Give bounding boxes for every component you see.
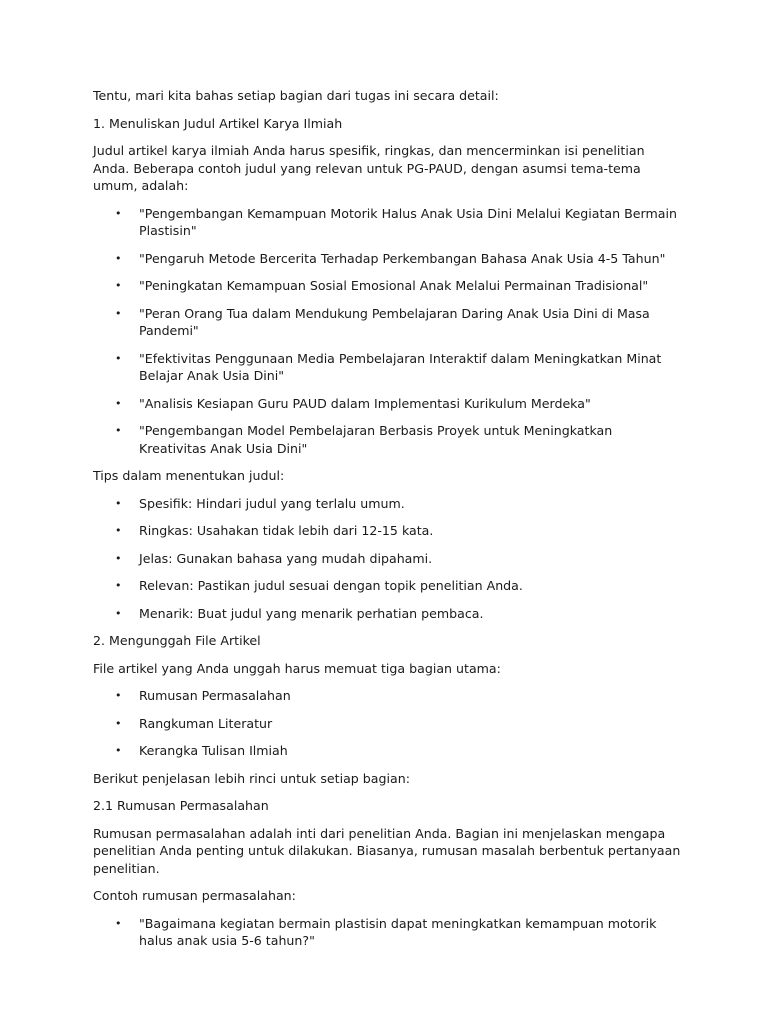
bullet-icon: • <box>115 579 122 592</box>
bullet-icon: • <box>115 424 122 437</box>
subsection-2-1-heading: 2.1 Rumusan Permasalahan <box>93 798 269 813</box>
tips-list <box>93 495 683 623</box>
problem-example-heading: Contoh rumusan permasalahan: <box>93 888 296 903</box>
list-item-text: Kerangka Tulisan Ilmiah <box>139 743 288 758</box>
list-item-text: Menarik: Buat judul yang menarik perhatian pembaca. <box>139 605 484 621</box>
bullet-icon: • <box>115 744 122 757</box>
list-item <box>93 205 683 240</box>
list-item <box>93 522 683 540</box>
list-item-text: "Peran Orang Tua dalam Mendukung Pembelajaran Daring Anak Usia Dini di Masa Pandemi" <box>139 305 650 338</box>
list-item <box>93 577 683 595</box>
bullet-icon: • <box>115 716 122 730</box>
list-item <box>93 422 683 457</box>
list-item-text: "Efektivitas Penggunaan Media Pembelajaran Interaktif dalam Meningkatkan Minat Belajar Anak Usia Dini" <box>139 350 662 383</box>
list-item-text: Jelas: Gunakan bahasa yang mudah dipahami. <box>139 550 433 566</box>
bullet-icon: • <box>115 689 122 702</box>
section-1-heading: 1. Menuliskan Judul Artikel Karya Ilmiah <box>93 115 343 131</box>
list-item <box>93 605 683 623</box>
list-item <box>93 350 683 385</box>
list-item-text: Relevan: Pastikan judul sesuai dengan topik penelitian Anda. <box>139 578 523 593</box>
list-item-text: "Bagaimana kegiatan bermain plastisin dapat meningkatkan kemampuan motorik halus anak usia 5-6 tahun?" <box>139 915 657 948</box>
bullet-icon: • <box>115 251 122 265</box>
list-item <box>93 495 683 513</box>
list-item-text: Rangkuman Literatur <box>139 715 273 731</box>
bullet-icon: • <box>115 524 122 537</box>
bullet-icon: • <box>115 916 122 930</box>
list-item <box>93 915 683 950</box>
section-2-paragraph: File artikel yang Anda unggah harus memuat tiga bagian utama: <box>93 660 501 676</box>
list-item-text: Ringkas: Usahakan tidak lebih dari 12-15 kata. <box>139 523 434 538</box>
bullet-icon: • <box>115 606 122 620</box>
list-item <box>93 395 683 413</box>
problem-examples-list <box>93 915 683 950</box>
list-item-text: Spesifik: Hindari judul yang terlalu umum. <box>139 495 405 511</box>
bullet-icon: • <box>115 279 122 292</box>
list-item-text: "Pengembangan Kemampuan Motorik Halus Anak Usia Dini Melalui Kegiatan Bermain Plastisin" <box>139 205 677 238</box>
article-parts-list <box>93 687 683 760</box>
bullet-icon: • <box>115 306 122 320</box>
list-item <box>93 277 683 295</box>
list-item <box>93 550 683 568</box>
list-item <box>93 715 683 733</box>
bullet-icon: • <box>115 551 122 565</box>
tips-heading: Tips dalam menentukan judul: <box>93 468 285 483</box>
intro-text: Tentu, mari kita bahas setiap bagian dari tugas ini secara detail: <box>93 88 499 103</box>
list-item <box>93 742 683 760</box>
list-item <box>93 687 683 705</box>
detail-intro-text: Berikut penjelasan lebih rinci untuk setiap bagian: <box>93 770 410 786</box>
list-item-text: "Pengaruh Metode Bercerita Terhadap Perkembangan Bahasa Anak Usia 4-5 Tahun" <box>139 250 666 266</box>
list-item-text: "Analisis Kesiapan Guru PAUD dalam Implementasi Kurikulum Merdeka" <box>139 395 591 411</box>
list-item-text: "Peningkatan Kemampuan Sosial Emosional Anak Melalui Permainan Tradisional" <box>139 278 649 293</box>
subsection-2-1-paragraph: Rumusan permasalahan adalah inti dari penelitian Anda. Bagian ini menjelaskan mengapa penelitian Anda penting untuk dilakukan. Biasanya, rumusan masalah berbentuk pertanyaan penelitian. <box>93 825 681 876</box>
bullet-icon: • <box>115 396 122 410</box>
bullet-icon: • <box>115 496 122 510</box>
list-item-text: Rumusan Permasalahan <box>139 688 291 703</box>
title-examples-list <box>93 205 683 458</box>
list-item-text: "Pengembangan Model Pembelajaran Berbasis Proyek untuk Meningkatkan Kreativitas Anak Usia Dini" <box>139 423 613 456</box>
document-page <box>93 87 683 960</box>
list-item <box>93 305 683 340</box>
bullet-icon: • <box>115 351 122 365</box>
section-2-heading: 2. Mengunggah File Artikel <box>93 633 261 648</box>
section-1-paragraph: Judul artikel karya ilmiah Anda harus spesifik, ringkas, dan mencerminkan isi penelitian Anda. Beberapa contoh judul yang relevan untuk PG-PAUD, dengan asumsi tema-tema umum, adalah: <box>93 143 645 193</box>
list-item <box>93 250 683 268</box>
bullet-icon: • <box>115 206 122 220</box>
